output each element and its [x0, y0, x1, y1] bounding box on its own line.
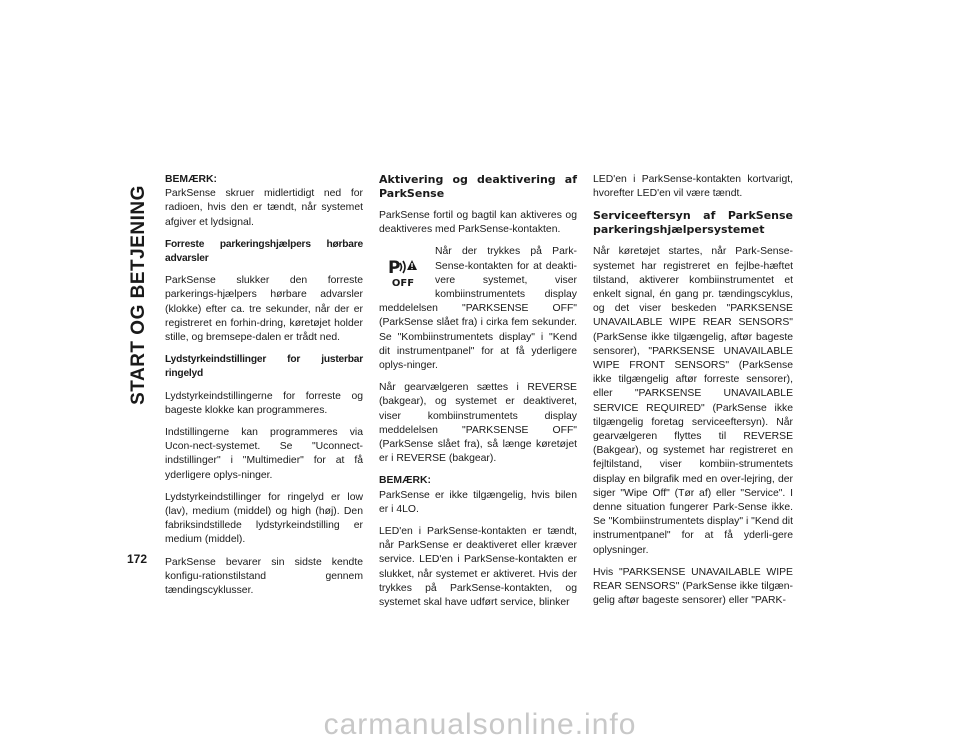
icon-paragraph [379, 245, 577, 381]
column-2 [379, 173, 577, 618]
note-text: ParkSense er ikke tilgængelig, hvis bilen er i 4LO. [379, 489, 577, 515]
off-label: OFF [391, 278, 415, 290]
paragraph: Hvis "PARKSENSE UNAVAILABLE WIPE REAR SENSORS" (ParkSense ikke tilgæn-gelig aftør bageste sensorer) eller "PARK- [593, 566, 793, 607]
parksense-symbol-icon [388, 257, 418, 277]
section-title-activation: Aktivering og deaktivering af ParkSense [379, 173, 577, 200]
subheading-front-alarms: Forreste parkeringshjælpers hørbare advarsler [165, 238, 363, 265]
page-number: 172 [127, 552, 148, 566]
parksense-off-icon [379, 245, 427, 301]
paragraph: Lydstyrkeindstillinger for ringelyd er low (lav), medium (middel) og high (høj). Den fabriksindstillede lydstyrkeindstilling er medium (middel). [165, 491, 363, 546]
paragraph: ParkSense fortil og bagtil kan aktiveres og deaktiveres med ParkSense-kontakten. [379, 210, 577, 236]
column-1 [165, 173, 363, 606]
chapter-title-text: START OG BETJENING [128, 185, 149, 405]
note-label: BEMÆRK: [379, 475, 431, 487]
note-label: BEMÆRK: [165, 174, 217, 185]
note-2 [379, 474, 577, 517]
paragraph: ParkSense bevarer sin sidste kendte konfigu-rationstilstand gennem tændingscyklusser. [165, 556, 363, 597]
paragraph: Når der trykkes på Park-Sense-kontakten for at deakti-vere systemet, viser kombiinstrumentets display meddelelsen "PARKSENSE OFF" (ParkSense slået fra) i cirka fem sekunder. Se "Kombiinstrumentets display" i "Kend dit instrumentpanel" for at få yderligere oplys-ninger. [379, 246, 577, 372]
svg-text:P: P [388, 258, 401, 278]
note-1 [165, 173, 363, 230]
paragraph: ParkSense slukker den forreste parkerings-hjælpers hørbare advarsler (klokke) efter ca. tre sekunder, når der er registreret en forhin-dring, køretøjet holder stille, og bremsepe-dalen er trådt ned. [165, 275, 363, 344]
paragraph: Lydstyrkeindstillingerne for forreste og bageste klokke kan programmeres. [165, 390, 363, 416]
subheading-volume-settings: Lydstyrkeindstillinger for justerbar ringelyd [165, 354, 363, 380]
section-title-service: Serviceeftersyn af ParkSense parkeringshjælpersystemet [593, 209, 793, 237]
column-3 [593, 173, 793, 616]
paragraph: Når gearvælgeren sættes i REVERSE (bakgear), og systemet er deaktiveret, viser kombiinstrumentets display meddelelsen "PARKSENSE OFF" (ParkSense slået fra), så længe køretøjet er i REVERSE (bakgear). [379, 382, 577, 465]
paragraph: Indstillingerne kan programmeres via Ucon-nect-systemet. Se "Uconnect-indstillinger" i "Multimedier" for at få yderligere oplys-ninger. [165, 427, 363, 481]
watermark: carmanualsonline.info [323, 708, 637, 741]
chapter-title-vertical [114, 160, 164, 430]
note-text: ParkSense skruer midlertidigt ned for radioen, hvis den er tændt, når systemet afgiver et lydsignal. [165, 188, 363, 228]
paragraph: Når køretøjet startes, når Park-Sense-systemet har registreret en fejlbe-hæftet tilstand, aktiverer kombiinstrumentet et enkelt signal, én gang pr. tændingscyklus, og det viser beskeden "PARKSENSE UNAVAILABLE WIPE REAR SENSORS" (ParkSense ikke tilgængelig, aftør bageste sensorer), "PARKSENSE UNAVAILABLE WIPE FRONT SENSORS" (ParkSense ikke tilgængelig aftør forreste sensorer), eller "PARKSENSE UNAVAILABLE SERVICE REQUIRED" (ParkSense ikke tilgængelig foretag serviceeftersyn). Når gearvælgeren flyttes til REVERSE (Bakgear), og systemet har registreret en fejltilstand, viser kombiin-strumentets display en bilgrafik med en over-lejring, der siger "Wipe Off" (Tør af) eller "Service". I denne situation fungerer Park-Sense ikke. Se "Kombiinstrumentets display" i "Kend dit instrumentpanel" for at få yderli-gere oplysninger. [593, 246, 793, 556]
paragraph: LED'en i ParkSense-kontakten kortvarigt, hvorefter LED'en vil være tændt. [593, 174, 793, 200]
paragraph: LED'en i ParkSense-kontakten er tændt, når ParkSense er deaktiveret eller kræver service. LED'en i ParkSense-kontakten er slukket, når systemet er aktiveret. Hvis der trykkes på ParkSense-kontakten, og systemet skal have udført service, blinker [379, 526, 577, 609]
